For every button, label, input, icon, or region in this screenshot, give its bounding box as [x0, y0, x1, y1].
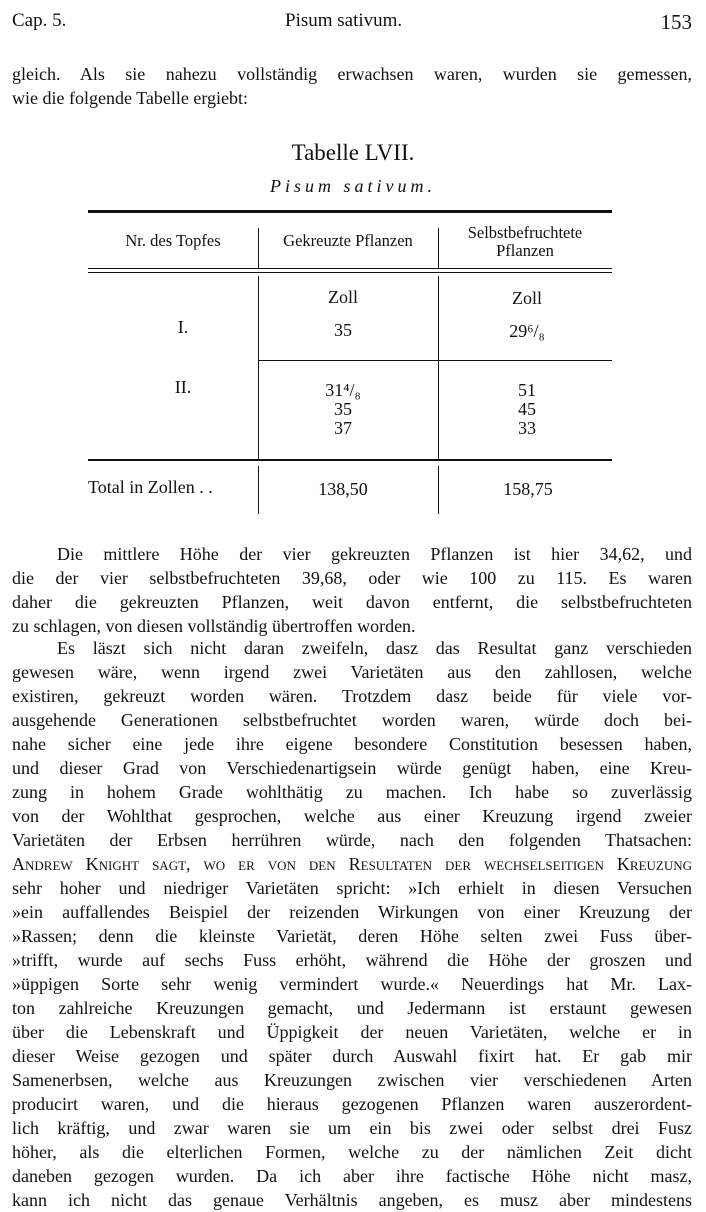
total-rule [88, 459, 612, 461]
text-line: »ein auffallendes Beispiel der reizenden Wirkungen von einer Kreuzung der [12, 902, 692, 922]
column-header-self [438, 224, 612, 260]
table-top-rule [88, 210, 612, 213]
text-line: Es läszt sich nicht daran zweifeln, dasz das Resultat ganz verschieden [57, 638, 692, 658]
text-line: ton zahlreiche Kreuzungen gemacht, und Jedermann ist erstaunt gewesen [12, 998, 692, 1018]
text-line: dieser Weise gezogen und später durch Auswahl fixirt hat. Er gab mir [12, 1046, 692, 1066]
header-rule [88, 272, 612, 273]
text-line: lich kräftig, und zwar waren sie um ein bis zwei oder selbst drei Fusz [12, 1118, 692, 1138]
pot-number: I. [177, 317, 189, 337]
text-line: nahe sicher eine jede ihre eigene besondere Constitution besessen haben, [12, 734, 692, 754]
column-divider [258, 466, 259, 514]
text-line: gleich. Als sie nahezu vollständig erwachsen waren, wurden sie gemessen, [12, 64, 692, 84]
page-number: 153 [660, 10, 692, 34]
self-value: 51 [518, 380, 536, 400]
crossed-value: 35 [334, 399, 352, 419]
self-value: 45 [518, 399, 536, 419]
self-value: 33 [518, 418, 536, 438]
body-paragraph [12, 542, 692, 638]
text-line: »üppigen Sorte sehr wenig vermindert wurde.« Neuerdings hat Mr. Lax- [12, 974, 692, 994]
body-paragraph [12, 636, 692, 1212]
table-title: Tabelle LVII. [291, 140, 415, 165]
text-line: über die Lebenskraft und Üppigkeit der neuen Varietäten, welche er in [12, 1022, 692, 1042]
column-header-self-line2: Pflanzen [496, 241, 554, 260]
text-line: kann ich nicht das genaue Verhältnis angeben, es musz aber mindestens [12, 1190, 692, 1210]
text-line: von der Wohlthat gesprochen, welche aus einer Kreuzung irgend zweier [12, 806, 692, 826]
column-divider [438, 466, 439, 514]
text-line: »Rassen; denn die kleinste Varietät, deren Höhe selten zwei Fuss über- [12, 926, 692, 946]
text-line: höher, als die elterlichen Formen, welche zu der nämlichen Zeit dicht [12, 1142, 692, 1162]
running-head: Pisum sativum. [285, 10, 403, 31]
column-header-self-line1: Selbstbefruchtete [467, 223, 583, 242]
column-header-pot: Nr. des Topfes [125, 231, 221, 250]
text-line: Varietäten der Erbsen herrühren würde, nach den folgenden Thatsachen: [12, 830, 692, 850]
crossed-value: 37 [334, 418, 352, 438]
text-line: zu schlagen, von diesen vollständig übertroffen worden. [12, 616, 416, 636]
text-line: gewesen wäre, wenn irgend zwei Varietäten aus den zahllosen, welche [12, 662, 692, 682]
text-line: »trifft, wurde auf sechs Fuss erhöht, während die Höhe der groszen und [12, 950, 692, 970]
text-line: daher die gekreuzten Pflanzen, weit davon entfernt, die selbstbefruchteten [12, 592, 692, 612]
text-line: ausgehende Generationen selbstbefruchtet worden waren, würde doch bei- [12, 710, 692, 730]
column-divider [258, 276, 259, 460]
self-value: 29⁶/₈ [509, 321, 545, 341]
text-line: daneben gezogen wurden. Da ich aber ihre factische Höhe nicht masz, [12, 1166, 692, 1186]
unit-label-crossed: Zoll [328, 287, 358, 307]
text-line: Die mittlere Höhe der vier gekreuzten Pflanzen ist hier 34,62, und [57, 544, 692, 564]
column-header-crossed: Gekreuzte Pflanzen [283, 231, 413, 250]
text-line: sehr hoher und niedriger Varietäten spricht: »Ich erhielt in diesen Versuchen [12, 878, 692, 898]
text-line: zung in hohem Grade wohlthätig zu machen. Ich habe so zuverlässig [12, 782, 692, 802]
unit-label-self: Zoll [512, 288, 542, 308]
table-subtitle: Pisum sativum. [270, 176, 436, 196]
text-line: und dieser Grad von Verschiedenartigsein würde genügt haben, eine Kreu- [12, 758, 692, 778]
column-divider [438, 276, 439, 460]
intro-paragraph [12, 62, 692, 110]
row-rule [258, 360, 612, 361]
measurement-table [88, 210, 612, 516]
header-rule [88, 268, 612, 269]
text-line: die der vier selbstbefruchteten 39,68, oder wie 100 zu 115. Es waren [12, 568, 692, 588]
chapter-label: Cap. 5. [12, 10, 67, 31]
crossed-value: 31⁴/₈ [325, 380, 361, 400]
text-line: producirt waren, und die hieraus gezogenen Pflanzen waren auszerordent- [12, 1094, 692, 1114]
pot-number: II. [174, 377, 192, 397]
text-line: Samenerbsen, welche aus Kreuzungen zwischen vier verschiedenen Arten [12, 1070, 692, 1090]
total-crossed: 138,50 [318, 479, 368, 499]
total-self: 158,75 [503, 479, 553, 499]
total-label: Total in Zollen . . [88, 477, 213, 497]
text-line: Andrew Knight sagt, wo er von den Resultaten der wechselseitigen Kreuzung [12, 854, 692, 874]
crossed-value: 35 [334, 320, 352, 340]
text-line: wie die folgende Tabelle ergiebt: [12, 88, 248, 108]
text-line: existiren, gekreuzt worden wären. Trotzdem dasz beide für viele vor- [12, 686, 692, 706]
